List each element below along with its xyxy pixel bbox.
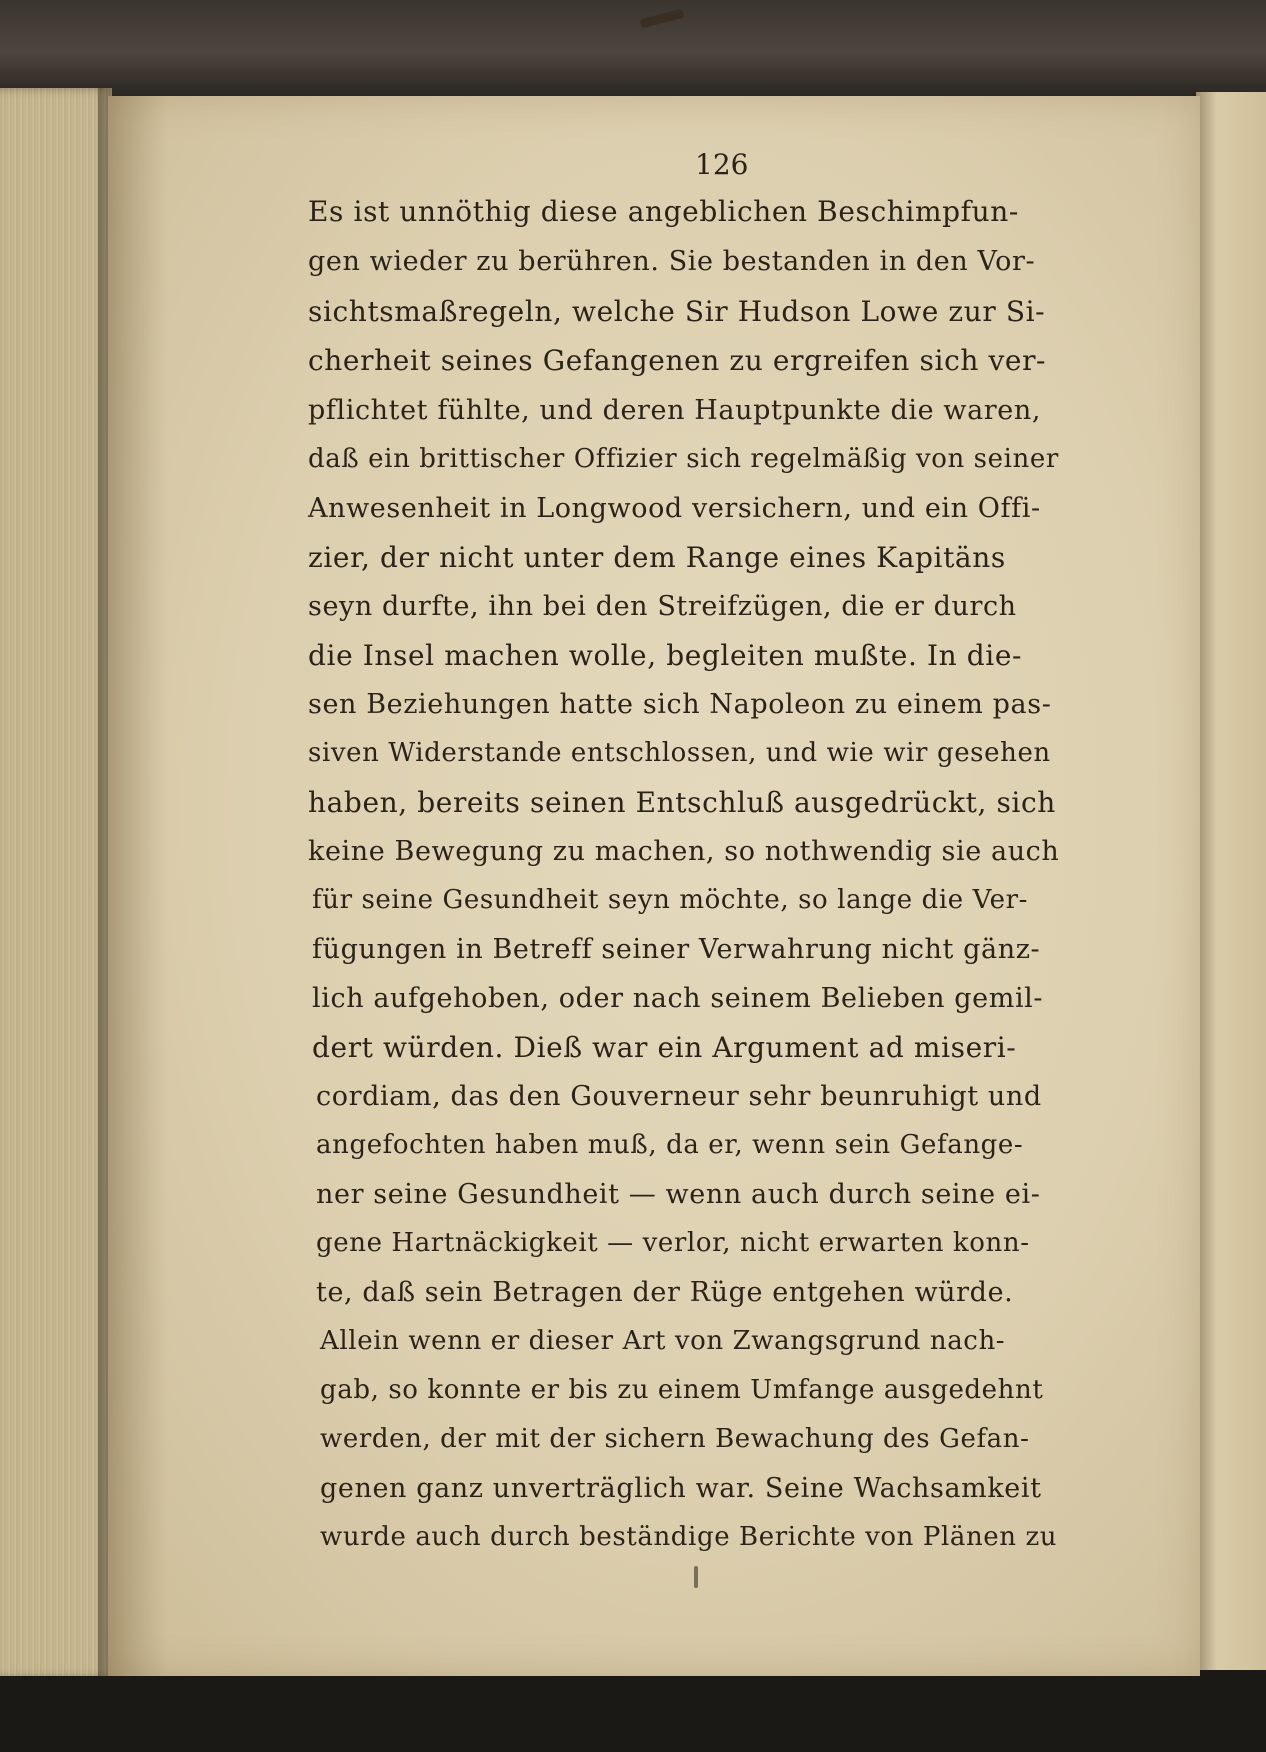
- text-line: ner seine Gesundheit — wenn auch durch seine ei-: [316, 1179, 1041, 1210]
- page-gutter-shade: [108, 96, 168, 1676]
- text-line: gab, so konnte er bis zu einem Umfange ausgedehnt: [320, 1375, 1044, 1405]
- text-line: seyn durfte, ihn bei den Streifzügen, die er durch: [308, 591, 1017, 622]
- text-line: für seine Gesundheit seyn möchte, so lange die Ver-: [312, 885, 1029, 915]
- text-line: cordiam, das den Gouverneur sehr beunruhigt und: [316, 1081, 1042, 1112]
- text-line: gen wieder zu berühren. Sie bestanden in den Vor-: [308, 246, 1036, 277]
- text-line: genen ganz unverträglich war. Seine Wachsamkeit: [320, 1473, 1042, 1504]
- text-line: lich aufgehoben, oder nach seinem Belieben gemil-: [312, 983, 1044, 1014]
- text-line: pflichtet fühlte, und deren Hauptpunkte die waren,: [308, 395, 1042, 426]
- text-line: siven Widerstande entschlossen, und wie wir gesehen: [308, 738, 1051, 768]
- text-line: haben, bereits seinen Entschluß ausgedrückt, sich: [308, 786, 1056, 819]
- text-line: wurde auch durch beständige Berichte von Plänen zu: [320, 1522, 1058, 1552]
- text-line: Es ist unnöthig diese angeblichen Beschimpfun-: [308, 195, 1019, 228]
- text-line: zier, der nicht unter dem Range eines Kapitäns: [308, 541, 1006, 574]
- text-line: sichtsmaßregeln, welche Sir Hudson Lowe zur Si-: [308, 295, 1046, 328]
- text-line: Anwesenheit in Longwood versichern, und ein Offi-: [308, 493, 1041, 524]
- page-stack-edges: [0, 88, 112, 1678]
- text-line: daß ein brittischer Offizier sich regelmäßig von seiner: [308, 444, 1059, 474]
- text-line: sen Beziehungen hatte sich Napoleon zu einem pas-: [308, 689, 1052, 720]
- text-line: gene Hartnäckigkeit — verlor, nicht erwarten konn-: [316, 1228, 1030, 1258]
- next-page-edge: [1196, 92, 1266, 1670]
- stray-ink-mark: [694, 1566, 698, 1588]
- backdrop-bottom: [0, 1676, 1266, 1752]
- text-line: angefochten haben muß, da er, wenn sein Gefange-: [316, 1130, 1024, 1160]
- text-line: die Insel machen wolle, begleiten mußte. In die-: [308, 639, 1023, 672]
- text-line: cherheit seines Gefangenen zu ergreifen sich ver-: [308, 344, 1047, 377]
- page-number: 126: [695, 148, 749, 181]
- text-line: keine Bewegung zu machen, so nothwendig sie auch: [308, 836, 1060, 867]
- text-line: Allein wenn er dieser Art von Zwangsgrund nach-: [320, 1326, 1006, 1356]
- text-line: fügungen in Betreff seiner Verwahrung nicht gänz-: [312, 934, 1041, 965]
- text-line: dert würden. Dieß war ein Argument ad miseri-: [312, 1031, 1017, 1064]
- backdrop-top: [0, 0, 1266, 95]
- text-line: te, daß sein Betragen der Rüge entgehen würde.: [316, 1277, 1014, 1308]
- text-line: werden, der mit der sichern Bewachung des Gefan-: [320, 1424, 1030, 1454]
